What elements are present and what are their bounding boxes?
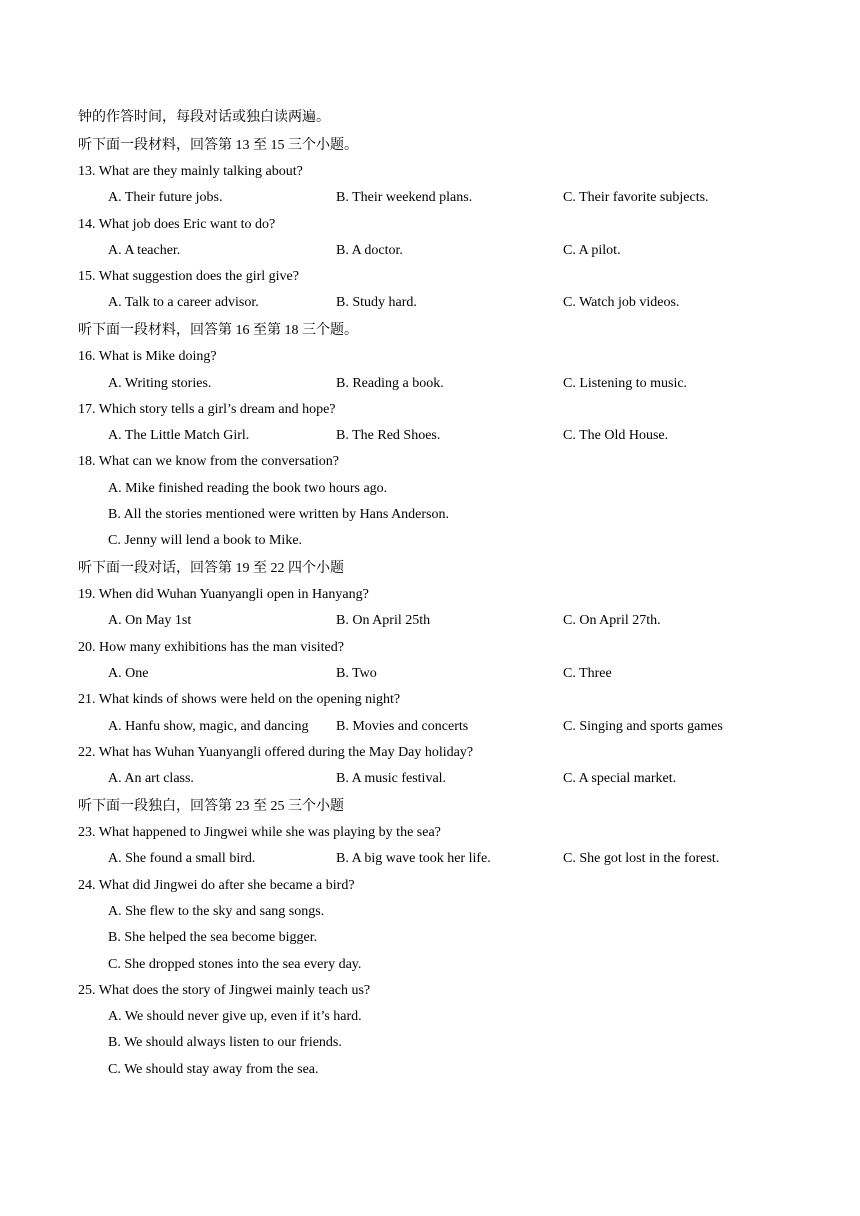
option-b: B. A doctor. bbox=[336, 242, 403, 258]
option-c: C. A pilot. bbox=[563, 242, 621, 258]
option-a: A. Writing stories. bbox=[108, 375, 212, 391]
question-20: 20. How many exhibitions has the man visited? bbox=[78, 639, 344, 655]
options-row bbox=[78, 185, 778, 211]
question-19: 19. When did Wuhan Yuanyangli open in Hanyang? bbox=[78, 587, 369, 603]
option-a: A. Their future jobs. bbox=[108, 190, 223, 206]
option-b: B. A music festival. bbox=[336, 771, 447, 787]
option-a: A. She found a small bird. bbox=[108, 851, 256, 867]
option-b: B. Reading a book. bbox=[336, 375, 444, 391]
option-c: C. Jenny will lend a book to Mike. bbox=[108, 533, 303, 549]
option-b: B. We should always listen to our friends. bbox=[108, 1035, 342, 1051]
question-25: 25. What does the story of Jingwei mainly teach us? bbox=[78, 982, 371, 998]
option-c: C. A special market. bbox=[563, 771, 677, 787]
option-b: B. All the stories mentioned were written by Hans Anderson. bbox=[108, 507, 449, 523]
option-a: A. Hanfu show, magic, and dancing bbox=[108, 718, 309, 734]
option-c: C. She dropped stones into the sea every day. bbox=[108, 956, 362, 972]
option-a: A. Talk to a career advisor. bbox=[108, 295, 259, 311]
options-row bbox=[78, 371, 778, 397]
option-a: A. Mike finished reading the book two hours ago. bbox=[108, 480, 388, 496]
question-21: 21. What kinds of shows were held on the opening night? bbox=[78, 692, 401, 708]
option-b: B. Their weekend plans. bbox=[336, 190, 473, 206]
question-18: 18. What can we know from the conversation? bbox=[78, 454, 339, 470]
option-c: C. She got lost in the forest. bbox=[563, 851, 720, 867]
options-row bbox=[78, 608, 778, 634]
section-header: 听下面一段独白，回答第 23 至 25 三个小题 bbox=[78, 798, 344, 814]
question-24: 24. What did Jingwei do after she became a bird? bbox=[78, 877, 355, 893]
question-17: 17. Which story tells a girl’s dream and hope? bbox=[78, 401, 336, 417]
option-a: A. The Little Match Girl. bbox=[108, 428, 250, 444]
option-a: A. She flew to the sky and sang songs. bbox=[108, 903, 325, 919]
option-b: B. A big wave took her life. bbox=[336, 851, 491, 867]
options-row bbox=[78, 714, 778, 740]
section-header: 听下面一段材料，回答第 13 至 15 三个小题。 bbox=[78, 137, 358, 153]
question-22: 22. What has Wuhan Yuanyangli offered during the May Day holiday? bbox=[78, 744, 474, 760]
options-row bbox=[78, 423, 778, 449]
section-header: 听下面一段材料，回答第 16 至第 18 三个题。 bbox=[78, 322, 358, 338]
option-a: A. On May 1st bbox=[108, 613, 192, 629]
question-23: 23. What happened to Jingwei while she was playing by the sea? bbox=[78, 825, 441, 841]
option-c: C. Singing and sports games bbox=[563, 718, 723, 734]
option-c: C. Listening to music. bbox=[563, 375, 688, 391]
options-row bbox=[78, 238, 778, 264]
option-b: B. She helped the sea become bigger. bbox=[108, 930, 318, 946]
options-row bbox=[78, 290, 778, 316]
section-header: 听下面一段对话，回答第 19 至 22 四个小题 bbox=[78, 560, 344, 576]
option-c: C. Watch job videos. bbox=[563, 295, 680, 311]
option-b: B. Movies and concerts bbox=[336, 718, 469, 734]
question-13: 13. What are they mainly talking about? bbox=[78, 164, 303, 179]
question-15: 15. What suggestion does the girl give? bbox=[78, 269, 299, 285]
option-b: B. Two bbox=[336, 666, 377, 682]
option-c: C. We should stay away from the sea. bbox=[108, 1061, 319, 1077]
option-a: A. A teacher. bbox=[108, 242, 181, 258]
options-row bbox=[78, 766, 778, 792]
option-c: C. The Old House. bbox=[563, 428, 669, 444]
option-c: C. Their favorite subjects. bbox=[563, 190, 709, 206]
option-b: B. Study hard. bbox=[336, 295, 417, 311]
intro-instruction: 钟的作答时间，每段对话或独白读两遍。 bbox=[78, 110, 330, 125]
exam-content bbox=[78, 104, 778, 1083]
option-c: C. Three bbox=[563, 666, 612, 682]
option-a: A. We should never give up, even if it’s hard. bbox=[108, 1009, 362, 1025]
option-a: A. One bbox=[108, 666, 149, 682]
question-14: 14. What job does Eric want to do? bbox=[78, 216, 276, 232]
question-16: 16. What is Mike doing? bbox=[78, 349, 217, 365]
option-b: B. The Red Shoes. bbox=[336, 428, 441, 444]
options-row bbox=[78, 846, 778, 872]
options-row bbox=[78, 661, 778, 687]
option-c: C. On April 27th. bbox=[563, 613, 661, 629]
option-b: B. On April 25th bbox=[336, 613, 431, 629]
option-a: A. An art class. bbox=[108, 771, 194, 787]
